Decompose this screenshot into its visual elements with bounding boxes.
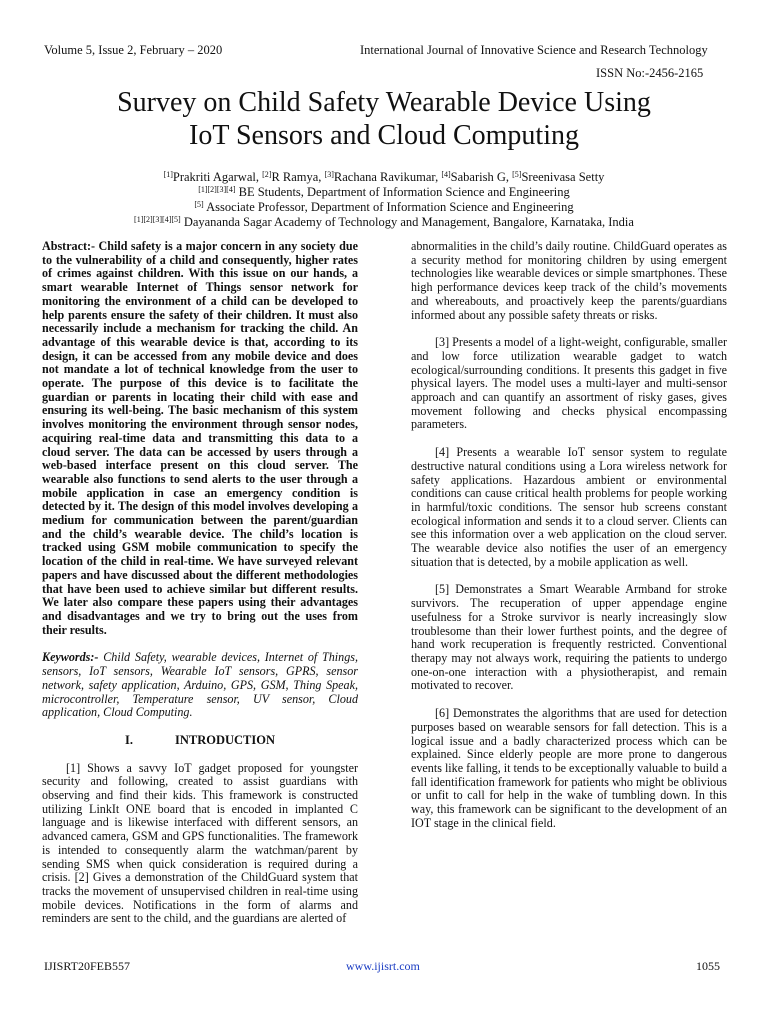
author-sup: [4] <box>441 170 451 179</box>
author-sup: [1] <box>163 170 173 179</box>
page-number: 1055 <box>696 959 720 973</box>
volume-issue: Volume 5, Issue 2, February – 2020 <box>44 43 223 57</box>
section-title: INTRODUCTION <box>174 732 275 747</box>
section-heading <box>42 734 358 748</box>
right-column <box>411 240 727 844</box>
abstract <box>42 240 358 637</box>
affiliation-students <box>40 185 728 200</box>
paper-title <box>40 86 728 152</box>
author-name: Sabarish G, <box>450 170 513 184</box>
keywords-label: Keywords:- <box>42 650 99 665</box>
author-name: Sreenivasa Setty <box>521 170 605 184</box>
paragraph-1-continued: abnormalities in the child’s daily routine. ChildGuard operates as a security method for monitoring children by using emergent technologies like wearable devices or simple smartphones. These high performance devices keep track of the child’s movements and whereabouts, and proactively keep the parents/guardians informed about any possible safety threats or risks. <box>411 239 727 322</box>
section-number: I. <box>124 732 133 747</box>
issn: ISSN No:-2456-2165 <box>596 66 704 80</box>
author-name: R Ramya, <box>271 170 325 184</box>
title-line-1: Survey on Child Safety Wearable Device Using <box>117 87 651 118</box>
journal-url-link[interactable]: www.ijisrt.com <box>346 959 420 973</box>
journal-name: International Journal of Innovative Science and Research Technology <box>360 43 708 57</box>
affiliation-sup: [1][2][3][4][5] <box>134 215 181 224</box>
author-block <box>40 170 728 230</box>
paper-id: IJISRT20FEB557 <box>44 959 130 973</box>
affiliation-professor <box>40 200 728 215</box>
paragraph-4: [4] Presents a wearable IoT sensor system to regulate destructive natural conditions using a Lora wireless network for safety applications. Hazardous ambient or environmental conditions can cause critical health problems for people working in harmful/toxic conditions. The sensor hub screens constant ecological information and sends it to a cloud server. Clients can see this information over a web application on the cloud server. The wearable device also notifies the user of an emergency situation that is detected, by a mobile application as well. <box>411 445 727 569</box>
author-sup: [3] <box>324 170 334 179</box>
paragraph-3: [3] Presents a model of a light-weight, configurable, smaller and low force utilization wearable gadget to watch ecological/surrounding conditions. It presents this gadget in five physical layers. The model uses a multi-layer and multi-sensor approach and can quantify an assortment of risky gases, gives movement following and checks physical encompassing parameters. <box>411 335 727 432</box>
affiliation-institution <box>40 215 728 230</box>
abstract-label: Abstract:- <box>42 239 96 253</box>
author-names <box>40 170 728 185</box>
author-name: Rachana Ravikumar, <box>333 170 442 184</box>
affiliation-text: Associate Professor, Department of Information Science and Engineering <box>203 200 574 214</box>
left-column <box>42 240 358 940</box>
affiliation-text: BE Students, Department of Information Science and Engineering <box>235 185 570 199</box>
paragraph-1: [1] Shows a savvy IoT gadget proposed for youngster security and following, created to assist guardians with observing and find their kids. This framework is constructed utilizing LinkIt ONE board that is encoded in implanted C language and is likewise interfaced with different sensors, an advanced camera, GSM and GPS functionalities. The framework is intended to consequently alarm the watchman/parent by sending SMS when quick consideration is required during a crisis. [2] Gives a demonstration of the ChildGuard system that tracks the movement of unsupervised children in real-time using mobile devices. Notifications in the form of alarms and reminders are sent to the child, and the guardians are alerted of <box>42 760 358 926</box>
affiliation-text: Dayananda Sagar Academy of Technology and Management, Bangalore, Karnataka, India <box>180 215 634 229</box>
affiliation-sup: [5] <box>194 200 204 209</box>
abstract-text: Child safety is a major concern in any society due to the vulnerability of a child and consequently, higher rates of crimes against children. With this issue on our hands, a smart wearable Internet of Things sensor network for monitoring the environment of a child can be developed to help parents ensure the safety of their children. It must also necessarily include a mechanism for tracking the child. An advantage of this wearable device is that, according to its design, it can be accessed from any mobile device and does not mandate a lot of technical knowledge from the user to operate. The purpose of this device is to facilitate the guardian or parents in locating their child with ease and ensuring its well-being. The basic mechanism of this system involves monitoring the environment through sensor nodes, acquiring real-time data and transmitting this data to a cloud server. The data can be accessed by users through a web-based interface present on this cloud server. The wearable also functions to send alerts to the user through a mobile application in case an emergency condition is detected by it. The design of this model involves developing a medium for communication between the parent/guardian and the child’s wearable device. The child’s location is tracked using GSM mobile communication to specify the location of the child in real-time. We have surveyed relevant papers and have discussed about the different methodologies that have been used to achieve similar but different results. We later also compare these papers using their advantages and disadvantages and we try to bring out the uses from their results. <box>42 239 358 637</box>
paragraph-5: [5] Demonstrates a Smart Wearable Armband for stroke survivors. The recuperation of upper appendage engine usefulness for a Stroke survivor is nearly increasingly slow troublesome than their lower furthest points, and the degree of hand work recuperation is frequently restricted. Conventional therapy may not always work, requiring the patients to undergo one-on-one interaction with a physiotherapist, and remain motivated to recover. <box>411 582 727 693</box>
author-sup: [2] <box>262 170 272 179</box>
keywords-text: Child Safety, wearable devices, Internet of Things, sensors, IoT sensors, Wearable IoT sensors, GPRS, sensor network, safety application, Arduino, GPS, GSM, Thing Speak, microcontroller, Temperature sensor, UV sensor, Cloud application, Cloud Computing. <box>42 650 358 720</box>
paragraph-6: [6] Demonstrates the algorithms that are used for detection purposes based on wearable sensors for fall detection. This is a logical issue and a badly characterized process which can be explained. Since elderly people are more prone to dangerous events like falling, it tends to be exceptionally valuable to build a fall identification framework for patients who might be oblivious or unfit to call for help in the wake of tumbling down. In this way, this framework can be significant to the development of an IOT stage in the clinical field. <box>411 706 727 830</box>
author-sup: [5] <box>512 170 522 179</box>
keywords <box>42 651 358 720</box>
author-name: Prakriti Agarwal, <box>172 170 263 184</box>
affiliation-sup: [1][2][3][4] <box>198 185 236 194</box>
title-line-2: IoT Sensors and Cloud Computing <box>189 120 579 151</box>
